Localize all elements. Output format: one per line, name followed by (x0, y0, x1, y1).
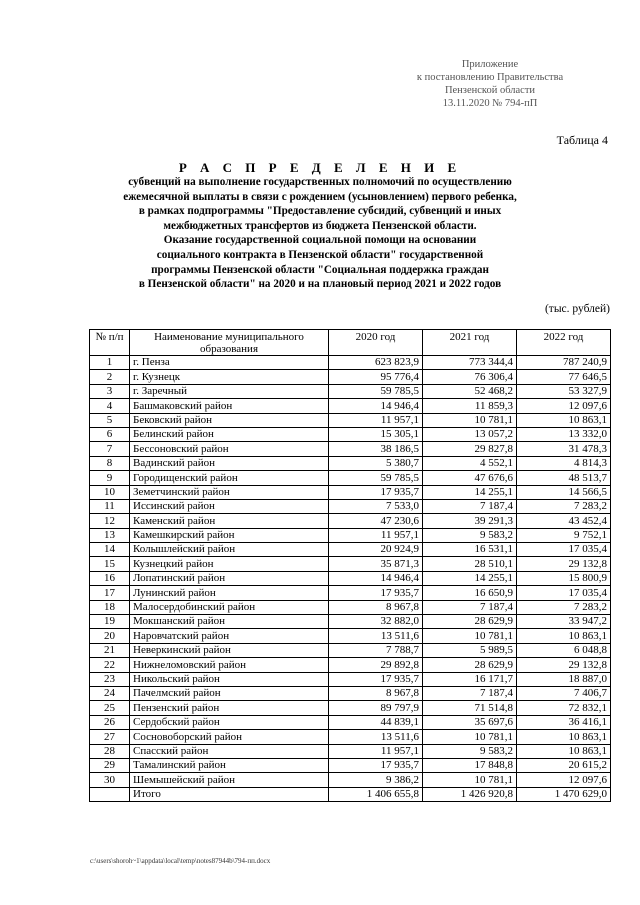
row-2020: 14 946,4 (329, 399, 423, 413)
row-2020: 17 935,7 (329, 586, 423, 600)
appendix-line: к постановлению Правительства (416, 72, 564, 83)
row-2022: 14 566,5 (517, 485, 611, 499)
row-2022: 29 132,8 (517, 658, 611, 672)
table-row (90, 514, 611, 528)
table-row (90, 485, 611, 499)
row-2021: 16 171,7 (423, 672, 517, 686)
row-2020: 35 871,3 (329, 557, 423, 571)
row-2022: 72 832,1 (517, 701, 611, 715)
row-2021: 29 827,8 (423, 442, 517, 456)
row-2021: 5 989,5 (423, 643, 517, 657)
table-row (90, 543, 611, 557)
total-2021: 1 426 920,8 (423, 787, 517, 801)
table-row (90, 615, 611, 629)
row-number: 1 (90, 356, 130, 370)
document-heading (80, 160, 560, 292)
row-2021: 10 781,1 (423, 629, 517, 643)
row-2021: 10 781,1 (423, 730, 517, 744)
row-2020: 8 967,8 (329, 686, 423, 700)
table-row (90, 586, 611, 600)
file-path-footer: c:\users\shoroh~1\appdata\local\temp\notes87944b\794-пп.docx (90, 857, 271, 865)
table-row (90, 773, 611, 787)
row-name: Камешкирский район (130, 528, 329, 542)
row-2022: 77 646,5 (517, 370, 611, 384)
heading-line: программы Пензенской области "Социальная поддержка граждан (151, 263, 489, 276)
table-row (90, 399, 611, 413)
row-number: 23 (90, 672, 130, 686)
row-2022: 9 752,1 (517, 528, 611, 542)
row-2021: 71 514,8 (423, 701, 517, 715)
row-2021: 10 781,1 (423, 413, 517, 427)
row-number: 3 (90, 384, 130, 398)
table-row (90, 715, 611, 729)
row-2022: 12 097,6 (517, 399, 611, 413)
row-2020: 89 797,9 (329, 701, 423, 715)
row-2022: 18 887,0 (517, 672, 611, 686)
row-number: 30 (90, 773, 130, 787)
row-name: Каменский район (130, 514, 329, 528)
total-num-cell (90, 787, 130, 801)
table-row (90, 571, 611, 585)
units-label: (тыс. рублей) (544, 303, 610, 315)
row-name: Пензенский район (130, 701, 329, 715)
table-row (90, 499, 611, 513)
row-2020: 9 386,2 (329, 773, 423, 787)
row-2020: 8 967,8 (329, 600, 423, 614)
row-number: 21 (90, 643, 130, 657)
row-name: Белинский район (130, 427, 329, 441)
row-2020: 11 957,1 (329, 744, 423, 758)
table-row (90, 370, 611, 384)
row-number: 20 (90, 629, 130, 643)
table-row (90, 442, 611, 456)
table-row (90, 701, 611, 715)
heading-line: в Пензенской области" на 2020 и на плановый период 2021 и 2022 годов (138, 278, 502, 291)
row-name: Неверкинский район (130, 643, 329, 657)
row-2022: 10 863,1 (517, 744, 611, 758)
heading-title: Р А С П Р Е Д Е Л Е Н И Е (178, 160, 462, 175)
total-2022: 1 470 629,0 (517, 787, 611, 801)
row-2021: 773 344,4 (423, 356, 517, 370)
row-2021: 7 187,4 (423, 686, 517, 700)
row-2022: 20 615,2 (517, 758, 611, 772)
row-2020: 17 935,7 (329, 758, 423, 772)
table-row (90, 557, 611, 571)
table-row (90, 356, 611, 370)
row-2020: 17 935,7 (329, 672, 423, 686)
row-name: Малосердобинский район (130, 600, 329, 614)
heading-line: Оказание государственной социальной помощи на основании (163, 234, 477, 247)
row-2022: 6 048,8 (517, 643, 611, 657)
table-row (90, 730, 611, 744)
row-number: 4 (90, 399, 130, 413)
row-number: 18 (90, 600, 130, 614)
row-2022: 48 513,7 (517, 471, 611, 485)
table-row (90, 672, 611, 686)
appendix-note (360, 58, 620, 110)
row-name: Бековский район (130, 413, 329, 427)
row-name: Тамалинский район (130, 758, 329, 772)
row-2020: 29 892,8 (329, 658, 423, 672)
row-2020: 95 776,4 (329, 370, 423, 384)
row-number: 24 (90, 686, 130, 700)
row-2020: 17 935,7 (329, 485, 423, 499)
row-number: 8 (90, 456, 130, 470)
row-2022: 53 327,9 (517, 384, 611, 398)
header-name: Наименование муниципального образования (130, 330, 329, 356)
row-name: Земетчинский район (130, 485, 329, 499)
row-name: Сердобский район (130, 715, 329, 729)
row-number: 6 (90, 427, 130, 441)
row-number: 16 (90, 571, 130, 585)
table-row (90, 600, 611, 614)
row-2021: 47 676,6 (423, 471, 517, 485)
table-row (90, 758, 611, 772)
row-number: 12 (90, 514, 130, 528)
table-row (90, 686, 611, 700)
table-row (90, 413, 611, 427)
row-2020: 13 511,6 (329, 629, 423, 643)
row-name: Лопатинский район (130, 571, 329, 585)
row-number: 2 (90, 370, 130, 384)
row-2020: 623 823,9 (329, 356, 423, 370)
row-name: Башмаковский район (130, 399, 329, 413)
row-2020: 59 785,5 (329, 471, 423, 485)
row-2021: 28 510,1 (423, 557, 517, 571)
row-2022: 787 240,9 (517, 356, 611, 370)
row-2020: 11 957,1 (329, 413, 423, 427)
row-name: Колышлейский район (130, 543, 329, 557)
table-row (90, 456, 611, 470)
header-num: № п/п (90, 330, 130, 356)
row-2020: 7 788,7 (329, 643, 423, 657)
row-2020: 32 882,0 (329, 615, 423, 629)
row-number: 22 (90, 658, 130, 672)
appendix-line: Пензенской области (444, 85, 536, 96)
table-row (90, 427, 611, 441)
row-2022: 36 416,1 (517, 715, 611, 729)
row-name: Вадинский район (130, 456, 329, 470)
row-number: 29 (90, 758, 130, 772)
table-row (90, 528, 611, 542)
row-2021: 9 583,2 (423, 528, 517, 542)
row-2020: 15 305,1 (329, 427, 423, 441)
row-name: Бессоновский район (130, 442, 329, 456)
header-2021: 2021 год (423, 330, 517, 356)
row-number: 14 (90, 543, 130, 557)
row-2022: 43 452,4 (517, 514, 611, 528)
distribution-table (89, 329, 611, 802)
row-name: Пачелмский район (130, 686, 329, 700)
table-row (90, 629, 611, 643)
table-total-row (90, 787, 611, 801)
row-number: 27 (90, 730, 130, 744)
appendix-line: Приложение (461, 59, 519, 70)
row-number: 10 (90, 485, 130, 499)
row-2020: 11 957,1 (329, 528, 423, 542)
row-name: Сосновоборский район (130, 730, 329, 744)
row-number: 15 (90, 557, 130, 571)
row-number: 19 (90, 615, 130, 629)
row-2020: 59 785,5 (329, 384, 423, 398)
row-2022: 4 814,3 (517, 456, 611, 470)
row-number: 5 (90, 413, 130, 427)
row-2022: 15 800,9 (517, 571, 611, 585)
row-2022: 13 332,0 (517, 427, 611, 441)
row-2021: 4 552,1 (423, 456, 517, 470)
row-2022: 7 283,2 (517, 499, 611, 513)
row-2022: 29 132,8 (517, 557, 611, 571)
table-row (90, 744, 611, 758)
heading-line: субвенций на выполнение государственных полномочий по осуществлению (128, 176, 512, 188)
row-2020: 44 839,1 (329, 715, 423, 729)
row-name: Шемышейский район (130, 773, 329, 787)
row-2021: 39 291,3 (423, 514, 517, 528)
row-2021: 16 531,1 (423, 543, 517, 557)
row-name: Спасский район (130, 744, 329, 758)
row-2021: 13 057,2 (423, 427, 517, 441)
row-2021: 9 583,2 (423, 744, 517, 758)
row-2022: 12 097,6 (517, 773, 611, 787)
row-2021: 76 306,4 (423, 370, 517, 384)
row-2020: 14 946,4 (329, 571, 423, 585)
total-label: Итого (130, 787, 329, 801)
row-2021: 28 629,9 (423, 615, 517, 629)
row-2021: 16 650,9 (423, 586, 517, 600)
row-name: Нижнеломовский район (130, 658, 329, 672)
row-name: Иссинский район (130, 499, 329, 513)
row-name: Лунинский район (130, 586, 329, 600)
row-2021: 28 629,9 (423, 658, 517, 672)
row-2020: 38 186,5 (329, 442, 423, 456)
row-name: Кузнецкий район (130, 557, 329, 571)
row-name: Мокшанский район (130, 615, 329, 629)
row-2021: 52 468,2 (423, 384, 517, 398)
row-number: 11 (90, 499, 130, 513)
row-number: 25 (90, 701, 130, 715)
heading-line: ежемесячной выплаты в связи с рождением (усыновлением) первого ребенка, (123, 190, 517, 203)
row-2022: 10 863,1 (517, 730, 611, 744)
table-row (90, 643, 611, 657)
row-2022: 17 035,4 (517, 586, 611, 600)
row-2020: 7 533,0 (329, 499, 423, 513)
row-name: г. Кузнецк (130, 370, 329, 384)
row-name: Никольский район (130, 672, 329, 686)
row-2021: 10 781,1 (423, 773, 517, 787)
table-row (90, 658, 611, 672)
row-2020: 47 230,6 (329, 514, 423, 528)
appendix-date-number: 13.11.2020 № 794-пП (442, 98, 538, 109)
heading-line: в рамках подпрограммы "Предоставление субсидий, субвенций и иных (138, 205, 502, 218)
row-2021: 17 848,8 (423, 758, 517, 772)
row-2021: 11 859,3 (423, 399, 517, 413)
row-2022: 10 863,1 (517, 413, 611, 427)
row-name: Наровчатский район (130, 629, 329, 643)
table-row (90, 471, 611, 485)
row-2021: 7 187,4 (423, 499, 517, 513)
row-2022: 7 406,7 (517, 686, 611, 700)
row-2021: 14 255,1 (423, 485, 517, 499)
row-name: г. Пенза (130, 356, 329, 370)
row-number: 26 (90, 715, 130, 729)
row-2021: 14 255,1 (423, 571, 517, 585)
row-number: 28 (90, 744, 130, 758)
row-number: 7 (90, 442, 130, 456)
heading-line: межбюджетных трансфертов из бюджета Пензенской области. (163, 219, 477, 232)
row-2021: 7 187,4 (423, 600, 517, 614)
table-label: Таблица 4 (556, 133, 608, 147)
row-number: 9 (90, 471, 130, 485)
row-number: 17 (90, 586, 130, 600)
table-header-row (90, 330, 611, 356)
header-2020: 2020 год (329, 330, 423, 356)
row-2021: 35 697,6 (423, 715, 517, 729)
total-2020: 1 406 655,8 (329, 787, 423, 801)
row-2022: 10 863,1 (517, 629, 611, 643)
row-2022: 33 947,2 (517, 615, 611, 629)
row-name: г. Заречный (130, 384, 329, 398)
row-number: 13 (90, 528, 130, 542)
row-2020: 13 511,6 (329, 730, 423, 744)
row-2022: 7 283,2 (517, 600, 611, 614)
table-row (90, 384, 611, 398)
row-2020: 20 924,9 (329, 543, 423, 557)
row-2020: 5 380,7 (329, 456, 423, 470)
row-name: Городищенский район (130, 471, 329, 485)
row-2022: 17 035,4 (517, 543, 611, 557)
row-2022: 31 478,3 (517, 442, 611, 456)
heading-line: социального контракта в Пензенской области" государственной (156, 248, 484, 261)
header-2022: 2022 год (517, 330, 611, 356)
